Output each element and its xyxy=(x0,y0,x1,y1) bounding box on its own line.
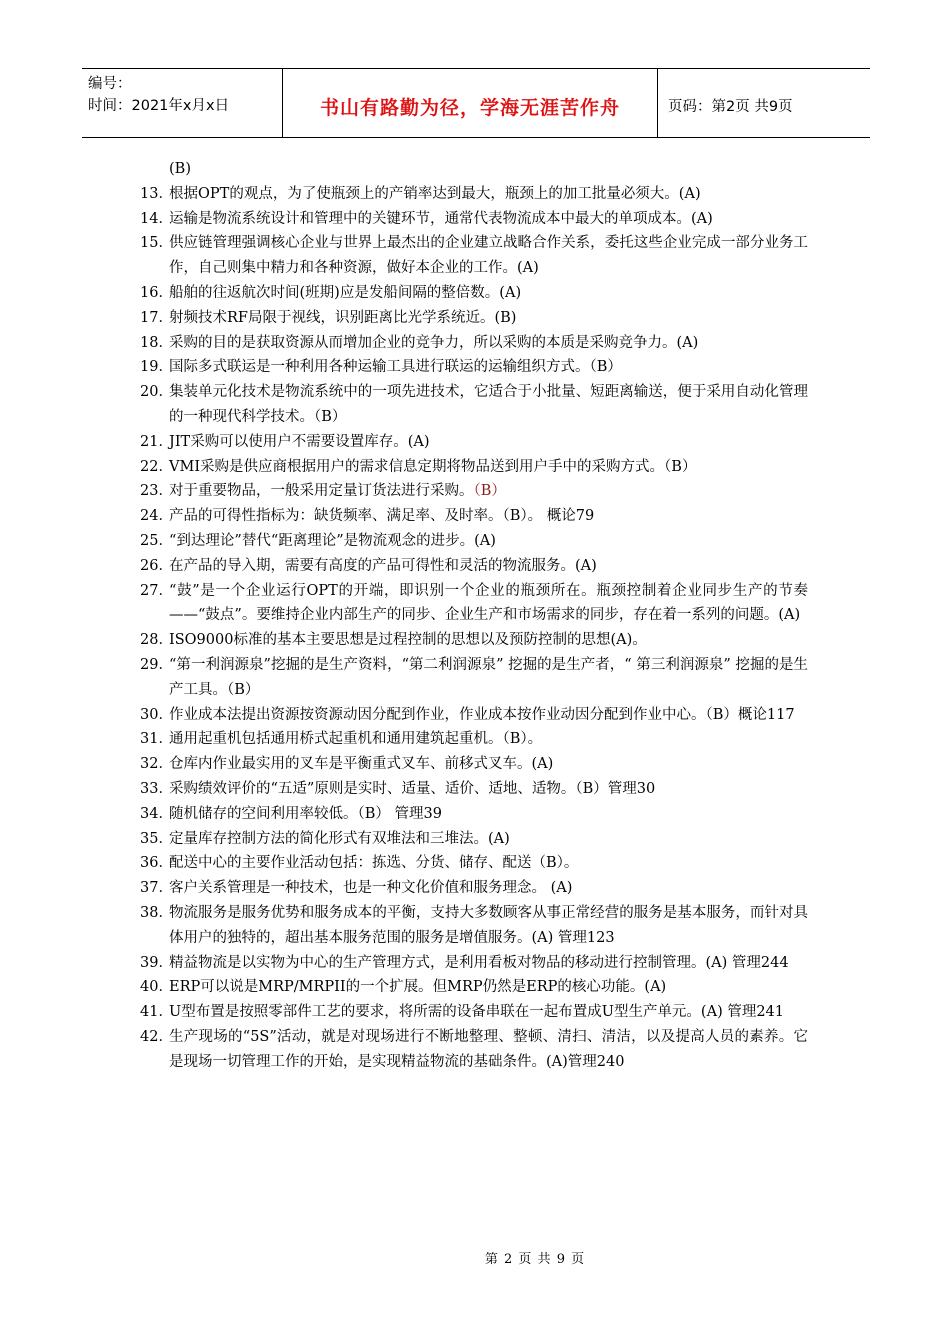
page-header xyxy=(82,68,870,138)
list-item xyxy=(140,628,808,653)
item-number: 21． xyxy=(140,433,173,450)
item-text xyxy=(169,281,808,306)
list-item xyxy=(140,752,808,777)
item-text xyxy=(169,628,808,653)
list-item xyxy=(140,380,808,430)
header-page-cell xyxy=(658,69,870,137)
list-item xyxy=(140,554,808,579)
item-text xyxy=(169,703,808,728)
item-text xyxy=(169,579,808,629)
item-number: 18． xyxy=(140,334,173,351)
item-answer-highlight: （B） xyxy=(473,483,506,500)
item-text-main: 采购的目的是获取资源从而增加企业的竞争力，所以采购的本质是采购竞争力。(A) xyxy=(169,334,699,351)
item-text-main: “到达理论”替代“距离理论”是物流观念的进步。(A) xyxy=(169,532,496,549)
item-text xyxy=(169,1025,808,1075)
question-list xyxy=(140,182,808,1075)
item-number: 24． xyxy=(140,508,173,525)
item-text xyxy=(169,504,808,529)
item-text xyxy=(169,231,808,281)
list-item xyxy=(140,430,808,455)
list-item xyxy=(140,331,808,356)
item-text-main: 供应链管理强调核心企业与世界上最杰出的企业建立战略合作关系，委托这些企业完成一部分业务工作，自己则集中精力和各种资源，做好本企业的工作。(A) xyxy=(169,235,808,277)
motto: 书山有路勤为径，学海无涯苦作舟 xyxy=(319,96,620,119)
item-number: 27． xyxy=(140,582,173,599)
item-number: 34． xyxy=(140,805,173,822)
item-text xyxy=(169,529,808,554)
footer-page-number: 第 2 页 共 9 页 xyxy=(484,1252,586,1267)
item-text-main: “第一利润源泉”挖掘的是生产资料，“第二利润源泉” 挖掘的是生产者，“ 第三利润源泉” 挖掘的是生产工具。（B） xyxy=(169,656,808,698)
item-text-main: ISO9000标准的基本主要思想是过程控制的思想以及预防控制的思想(A)。 xyxy=(169,632,647,649)
list-item xyxy=(140,1000,808,1025)
document-body xyxy=(140,157,808,1074)
item-number: 20． xyxy=(140,384,173,401)
item-text-main: “鼓”是一个企业运行OPT的开端，即识别一个企业的瓶颈所在。瓶颈控制着企业同步生产的节奏——“鼓点”。要维持企业内部生产的同步、企业生产和市场需求的同步，存在着一系列的问题。(A) xyxy=(169,582,808,624)
list-item xyxy=(140,901,808,951)
item-text xyxy=(169,207,808,232)
list-item xyxy=(140,479,808,504)
list-item xyxy=(140,1025,808,1075)
page-label: 页码：第2页 共9页 xyxy=(668,98,793,115)
item-text xyxy=(169,430,808,455)
item-text-main: 射频技术RF局限于视线，识别距离比光学系统近。(B) xyxy=(169,309,517,326)
header-motto-cell xyxy=(282,69,658,137)
item-number: 25． xyxy=(140,532,173,549)
item-text xyxy=(169,752,808,777)
item-number: 38． xyxy=(140,904,173,921)
item-text-main: 对于重要物品，一般采用定量订货法进行采购。 xyxy=(169,483,474,500)
item-number: 17． xyxy=(140,309,173,326)
list-item xyxy=(140,703,808,728)
item-text-main: 通用起重机包括通用桥式起重机和通用建筑起重机。（B）。 xyxy=(169,731,543,748)
item-text xyxy=(169,455,808,480)
list-item xyxy=(140,231,808,281)
item-text-main: ERP可以说是MRP/MRPII的一个扩展。但MRP仍然是ERP的核心功能。(A) xyxy=(169,979,667,996)
item-text-main: 集装单元化技术是物流系统中的一项先进技术，它适合于小批量、短距离输送，便于采用自动化管理的一种现代科学技术。（B） xyxy=(169,384,808,425)
item-text xyxy=(169,851,808,876)
item-text-main: 物流服务是服务优势和服务成本的平衡，支持大多数顾客从事正常经营的服务是基本服务，而针对具体用户的独特的，超出基本服务范围的服务是增值服务。(A) 管理123 xyxy=(169,904,808,946)
list-item xyxy=(140,827,808,852)
item-text-main: 生产现场的“5S”活动，就是对现场进行不断地整理、整顿、清扫、清洁，以及提高人员的素养。它是现场一切管理工作的开始，是实现精益物流的基础条件。(A)管理240 xyxy=(169,1028,808,1070)
page-footer xyxy=(0,1248,950,1267)
list-item xyxy=(140,951,808,976)
item-number: 22． xyxy=(140,458,173,475)
list-item xyxy=(140,653,808,703)
list-item xyxy=(140,281,808,306)
item-text xyxy=(169,777,808,802)
item-text-main: 在产品的导入期，需要有高度的产品可得性和灵活的物流服务。(A) xyxy=(169,557,597,574)
item-number: 30． xyxy=(140,706,173,723)
list-item xyxy=(140,802,808,827)
item-text-main: 配送中心的主要作业活动包括：拣选、分货、储存、配送（B）。 xyxy=(169,855,579,872)
item-number: 37． xyxy=(140,880,173,897)
item-text-main: 采购绩效评价的“五适”原则是实时、适量、适价、适地、适物。（B）管理30 xyxy=(169,780,656,797)
list-item xyxy=(140,207,808,232)
item-text xyxy=(169,951,808,976)
item-number: 32． xyxy=(140,756,173,773)
item-number: 33． xyxy=(140,780,173,797)
item-text-main: 根据OPT的观点，为了使瓶颈上的产销率达到最大，瓶颈上的加工批量必须大。(A) xyxy=(169,185,701,202)
item-text xyxy=(169,653,808,703)
item-number: 36． xyxy=(140,855,173,872)
item-text-main: 运输是物流系统设计和管理中的关键环节，通常代表物流成本中最大的单项成本。(A) xyxy=(169,210,713,227)
item-text xyxy=(169,727,808,752)
list-item xyxy=(140,876,808,901)
item-number: 19． xyxy=(140,359,173,376)
item-text xyxy=(169,554,808,579)
item-number: 40． xyxy=(140,979,173,996)
item-number: 26． xyxy=(140,557,173,574)
item-text-main: 客户关系管理是一种技术，也是一种文化价值和服务理念。 (A) xyxy=(169,880,573,897)
item-number: 42． xyxy=(140,1028,173,1045)
item-text-main: VMI采购是供应商根据用户的需求信息定期将物品送到用户手中的采购方式。（B） xyxy=(169,458,697,475)
list-item xyxy=(140,975,808,1000)
list-item xyxy=(140,504,808,529)
item-text xyxy=(169,876,808,901)
item-text-main: 随机储存的空间利用率较低。（B） 管理39 xyxy=(169,805,442,822)
list-item xyxy=(140,182,808,207)
item-number: 15． xyxy=(140,235,173,252)
item-text-main: U型布置是按照零部件工艺的要求，将所需的设备串联在一起布置成U型生产单元。(A) 管理241 xyxy=(169,1004,785,1021)
item-text xyxy=(169,827,808,852)
item-number: 23． xyxy=(140,483,173,500)
list-item xyxy=(140,529,808,554)
item-text-main: JIT采购可以使用户不需要设置库存。(A) xyxy=(169,433,430,450)
item-text xyxy=(169,802,808,827)
item-text-main: 精益物流是以实物为中心的生产管理方式，是利用看板对物品的移动进行控制管理。(A) 管理244 xyxy=(169,954,789,971)
item-text xyxy=(169,1000,808,1025)
item-text xyxy=(169,182,808,207)
item-text-main: 国际多式联运是一种利用各种运输工具进行联运的运输组织方式。（B） xyxy=(169,359,622,376)
item-text xyxy=(169,306,808,331)
item-text xyxy=(169,975,808,1000)
item-number: 14． xyxy=(140,210,173,227)
item-text-main: 定量库存控制方法的简化形式有双堆法和三堆法。(A) xyxy=(169,830,510,847)
item-number: 28． xyxy=(140,632,173,649)
list-item xyxy=(140,355,808,380)
item-text xyxy=(169,355,808,380)
item-text xyxy=(169,331,808,356)
list-item xyxy=(140,851,808,876)
list-item xyxy=(140,306,808,331)
item-number: 13． xyxy=(140,185,173,202)
item-number: 31． xyxy=(140,731,173,748)
item-number: 39． xyxy=(140,954,173,971)
leading-answer: (B) xyxy=(169,161,191,177)
header-meta xyxy=(82,69,282,137)
item-number: 35． xyxy=(140,830,173,847)
item-text-main: 产品的可得性指标为：缺货频率、满足率、及时率。（B）。 概论79 xyxy=(169,508,595,525)
time-label: 时间：2021年x月x日 xyxy=(88,98,230,114)
item-text-main: 作业成本法提出资源按资源动因分配到作业，作业成本按作业动因分配到作业中心。（B）概论117 xyxy=(169,706,795,723)
item-text-main: 仓库内作业最实用的叉车是平衡重式叉车、前移式叉车。(A) xyxy=(169,756,554,773)
list-item xyxy=(140,777,808,802)
item-number: 41． xyxy=(140,1004,173,1021)
list-item xyxy=(140,727,808,752)
item-text xyxy=(169,479,808,504)
list-item xyxy=(140,579,808,629)
code-label: 编号： xyxy=(88,76,132,92)
item-number: 29． xyxy=(140,656,173,673)
item-text xyxy=(169,901,808,951)
list-item xyxy=(140,455,808,480)
item-text xyxy=(169,380,808,430)
item-number: 16． xyxy=(140,284,173,301)
item-text-main: 船舶的往返航次时间(班期)应是发船间隔的整倍数。(A) xyxy=(169,284,522,301)
